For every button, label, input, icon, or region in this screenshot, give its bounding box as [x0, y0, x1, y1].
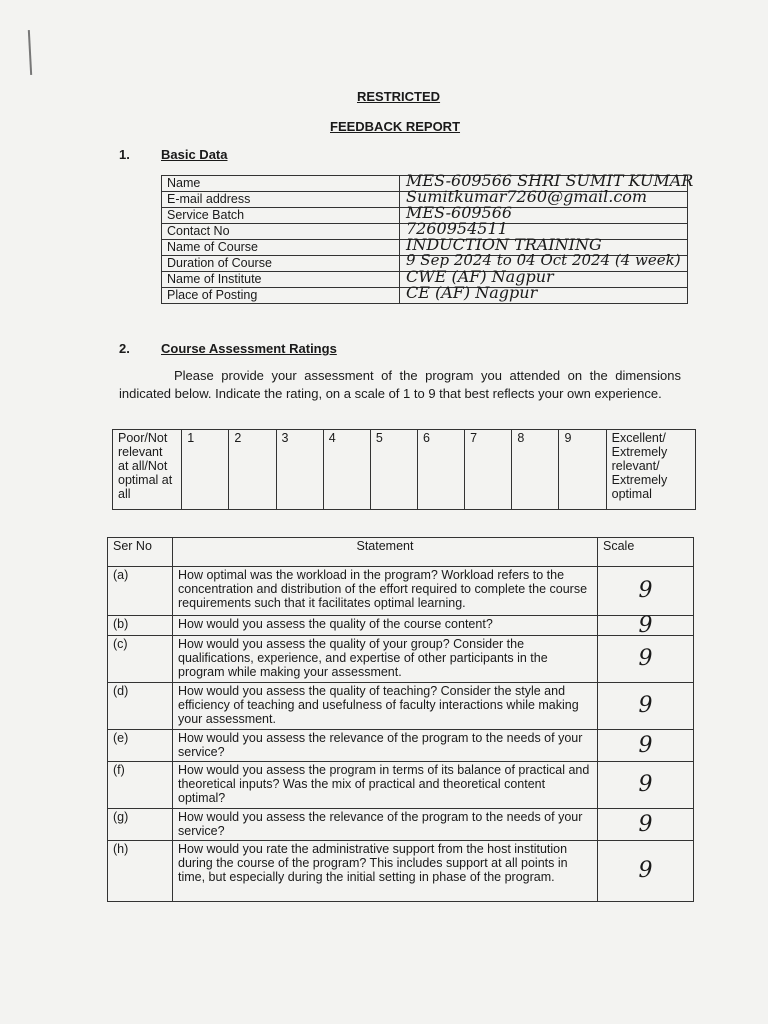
rating-value: 9 — [598, 841, 694, 902]
table-row — [108, 730, 694, 762]
table-header-row — [108, 538, 694, 567]
name-value: MES-609566 SHRI SUMIT KUMAR — [400, 176, 688, 192]
field-label: E-mail address — [162, 192, 400, 208]
table-row — [108, 809, 694, 841]
statement-text: How would you assess the quality of your group? Consider the qualifications, experience, and expertise of other participants in the program while making your assessment. — [173, 636, 598, 683]
basic-data-heading: Basic Data — [161, 147, 228, 162]
section-1-number: 1. — [119, 147, 130, 162]
scale-number: 9 — [559, 430, 606, 510]
assessment-heading: Course Assessment Ratings — [161, 341, 337, 356]
classification-heading: RESTRICTED — [357, 89, 441, 104]
table-row — [162, 288, 688, 304]
rating-value: 9 — [598, 730, 694, 762]
scale-number: 5 — [370, 430, 417, 510]
statement-text: How would you assess the relevance of the program to the needs of your service? — [173, 730, 598, 762]
field-label: Service Batch — [162, 208, 400, 224]
table-row — [108, 616, 694, 636]
table-row — [108, 841, 694, 902]
ser-no: (f) — [108, 762, 173, 809]
scale-number: 2 — [229, 430, 276, 510]
ser-no: (a) — [108, 567, 173, 616]
rating-value: 9 — [598, 616, 694, 636]
ser-no: (b) — [108, 616, 173, 636]
scale-low-label: Poor/Not relevant at all/Not optimal at all — [113, 430, 182, 510]
table-row — [108, 567, 694, 616]
scale-number: 7 — [465, 430, 512, 510]
rating-value: 9 — [598, 636, 694, 683]
ser-no: (h) — [108, 841, 173, 902]
scale-header: Scale — [598, 538, 694, 567]
statements-table — [107, 537, 694, 902]
contact-value: 7260954511 — [400, 224, 688, 240]
scale-high-label: Excellent/ Extremely relevant/ Extremely optimal — [606, 430, 695, 510]
ser-no: (e) — [108, 730, 173, 762]
ser-no: (c) — [108, 636, 173, 683]
statement-text: How would you rate the administrative support from the host institution during the course of the program? This includes support at all points in time, but especially during the initial setting in phase of the program. — [173, 841, 598, 902]
table-row — [113, 430, 696, 510]
staple-mark — [28, 30, 32, 75]
statement-text: How would you assess the quality of the course content? — [173, 616, 598, 636]
statement-text: How would you assess the relevance of the program to the needs of your service? — [173, 809, 598, 841]
field-label: Duration of Course — [162, 256, 400, 272]
ser-no-header: Ser No — [108, 538, 173, 567]
course-name-value: INDUCTION TRAINING — [400, 240, 688, 256]
duration-value: 9 Sep 2024 to 04 Oct 2024 (4 week) — [400, 256, 688, 272]
rating-value: 9 — [598, 762, 694, 809]
field-label: Name — [162, 176, 400, 192]
field-label: Name of Course — [162, 240, 400, 256]
section-2-number: 2. — [119, 341, 130, 356]
ser-no: (g) — [108, 809, 173, 841]
statement-text: How would you assess the program in terms of its balance of practical and theoretical inputs? Was the mix of practical and theoretical content optimal? — [173, 762, 598, 809]
institute-value: CWE (AF) Nagpur — [400, 272, 688, 288]
service-batch-value: MES-609566 — [400, 208, 688, 224]
field-label: Contact No — [162, 224, 400, 240]
table-row — [108, 636, 694, 683]
table-row — [108, 683, 694, 730]
assessment-instructions: Please provide your assessment of the program you attended on the dimensions indicated below. Indicate the rating, on a scale of 1 to 9 that best reflects your own experience. — [119, 368, 681, 401]
scale-number: 3 — [276, 430, 323, 510]
field-label: Place of Posting — [162, 288, 400, 304]
rating-value: 9 — [598, 683, 694, 730]
rating-value: 9 — [598, 567, 694, 616]
basic-data-table — [161, 171, 694, 304]
scale-number: 8 — [512, 430, 559, 510]
email-value: Sumitkumar7260@gmail.com — [400, 192, 688, 208]
report-title: FEEDBACK REPORT — [330, 119, 461, 134]
statement-header: Statement — [173, 538, 598, 567]
table-row — [108, 762, 694, 809]
scale-number: 1 — [182, 430, 229, 510]
ser-no: (d) — [108, 683, 173, 730]
rating-scale-table — [112, 429, 696, 510]
statement-text: How would you assess the quality of teaching? Consider the style and efficiency of teaching and usefulness of faculty interactions while making your assessment. — [173, 683, 598, 730]
field-label: Name of Institute — [162, 272, 400, 288]
posting-value: CE (AF) Nagpur — [400, 288, 688, 304]
scale-number: 6 — [418, 430, 465, 510]
rating-value: 9 — [598, 809, 694, 841]
scale-number: 4 — [323, 430, 370, 510]
statement-text: How optimal was the workload in the program? Workload refers to the concentration and distribution of the effort required to complete the course requirements such that it facilitates optimal learning. — [173, 567, 598, 616]
